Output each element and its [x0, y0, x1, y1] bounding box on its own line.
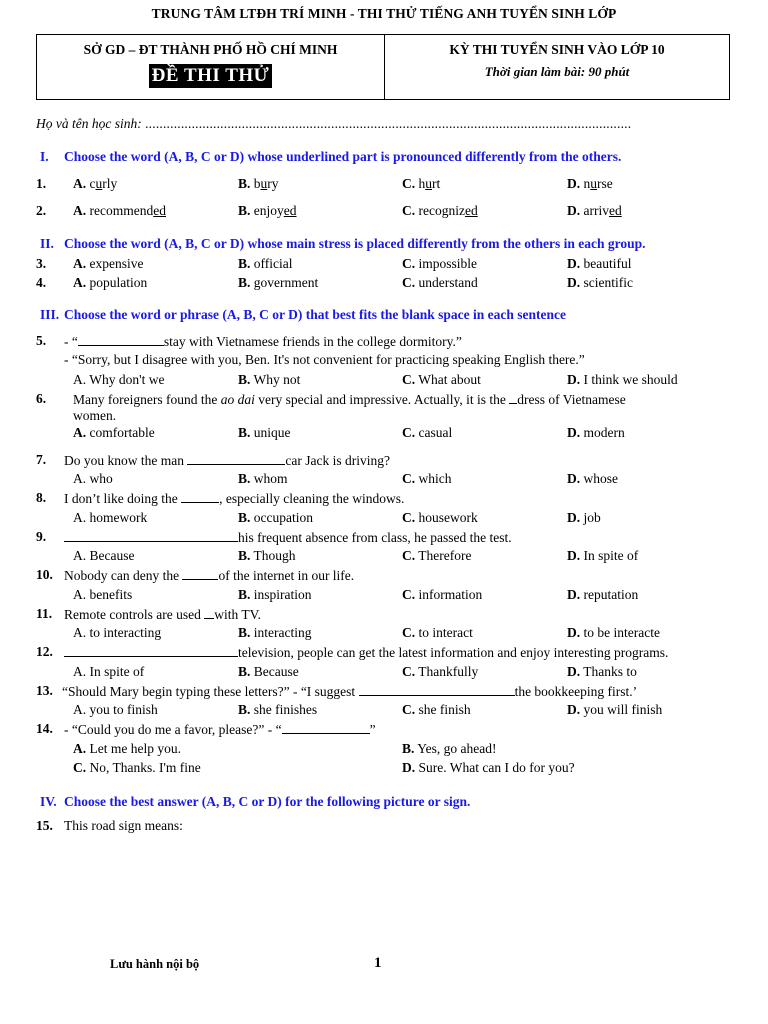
option-a[interactable]: A. homework: [73, 510, 148, 525]
question-text: his frequent absence from class, he passed the test.: [64, 529, 512, 546]
question-14-options-cd: [36, 760, 756, 778]
exam-header-box: [36, 34, 730, 100]
department-name: SỞ GD – ĐT THÀNH PHỐ HỒ CHÍ MINH: [83, 42, 338, 57]
answer-blank[interactable]: [204, 606, 214, 619]
question-text: Many foreigners found the ao dai very special and impressive. Actually, it is the dress of Vietnamese: [73, 392, 626, 407]
question-number: 14.: [36, 721, 53, 736]
question-number: 15.: [36, 818, 53, 833]
question-number: 5.: [36, 333, 47, 348]
question-number: 4.: [36, 275, 47, 290]
question-6-stem: [36, 391, 756, 409]
option-a[interactable]: A. benefits: [73, 587, 133, 602]
question-number: 12.: [36, 644, 53, 659]
section-instruction: Choose the word (A, B, C or D) whose main stress is placed differently from the others in each group.: [64, 236, 646, 251]
option-c[interactable]: C. understand: [402, 275, 478, 290]
option-d[interactable]: D. modern: [567, 425, 625, 440]
option-a[interactable]: A. curly: [73, 176, 118, 191]
option-d[interactable]: D. arrived: [567, 203, 622, 218]
option-c[interactable]: C. recognized: [402, 203, 478, 218]
option-a[interactable]: A. population: [73, 275, 148, 290]
section-instruction: Choose the word or phrase (A, B, C or D) that best fits the blank space in each sentence: [64, 307, 566, 322]
option-c[interactable]: C. housework: [402, 510, 478, 525]
question-text: “Should Mary begin typing these letters?” - “I suggest the bookkeeping first.’: [62, 684, 638, 699]
option-c[interactable]: C. hurt: [402, 176, 441, 191]
question-6-stem-cont: [36, 408, 756, 426]
question-4: [36, 275, 756, 293]
question-number: 3.: [36, 256, 47, 271]
option-c[interactable]: C. to interact: [402, 625, 473, 640]
question-8-options: [36, 510, 756, 528]
question-text: Do you know the man car Jack is driving?: [64, 453, 390, 468]
question-11-options: [36, 625, 756, 643]
option-a[interactable]: A. In spite of: [73, 664, 145, 679]
question-1: [36, 176, 756, 194]
option-b[interactable]: B. she finishes: [238, 702, 318, 717]
question-12-options: [36, 664, 756, 682]
question-5-reply: [36, 352, 756, 370]
section-number: IV.: [40, 794, 57, 809]
option-c[interactable]: C. impossible: [402, 256, 478, 271]
question-10-options: [36, 587, 756, 605]
option-d[interactable]: D. job: [567, 510, 601, 525]
question-text: - “ stay with Vietnamese friends in the college dormitory.”: [64, 334, 462, 349]
option-b[interactable]: B. enjoyed: [238, 203, 297, 218]
question-14-stem: [36, 721, 756, 739]
option-d[interactable]: D. reputation: [567, 587, 639, 602]
question-number: 11.: [36, 606, 53, 621]
option-b[interactable]: B. occupation: [238, 510, 313, 525]
question-text: Nobody can deny the of the internet in our life.: [64, 568, 355, 583]
question-15-stem: [36, 818, 756, 836]
option-d[interactable]: D. beautiful: [567, 256, 632, 271]
question-3: [36, 256, 756, 274]
option-c[interactable]: C. What about: [402, 372, 481, 387]
option-d[interactable]: D. In spite of: [567, 548, 639, 563]
option-b[interactable]: B. unique: [238, 425, 291, 440]
option-d[interactable]: D. Sure. What can I do for you?: [402, 760, 575, 775]
answer-blank[interactable]: [181, 490, 219, 503]
option-b[interactable]: B. Why not: [238, 372, 301, 387]
answer-blank[interactable]: [182, 567, 218, 580]
question-8-stem: [36, 490, 756, 508]
section-3-heading: [40, 307, 566, 323]
option-d[interactable]: D. Thanks to: [567, 664, 637, 679]
student-name-line: [36, 116, 631, 132]
option-c[interactable]: C. No, Thanks. I'm fine: [73, 760, 201, 775]
exam-stamp: ĐỀ THI THỬ: [149, 64, 273, 88]
option-c[interactable]: C. Thankfully: [402, 664, 479, 679]
section-number: III.: [40, 307, 60, 322]
option-c[interactable]: C. she finish: [402, 702, 471, 717]
question-5-stem: [36, 333, 756, 351]
question-number: 9.: [36, 529, 47, 544]
answer-blank[interactable]: [64, 644, 238, 657]
option-b[interactable]: B. inspiration: [238, 587, 312, 602]
question-text: This road sign means:: [64, 818, 183, 833]
question-14-options-ab: [36, 741, 756, 759]
option-b[interactable]: B. interacting: [238, 625, 312, 640]
option-a[interactable]: A. who: [73, 471, 113, 486]
option-d[interactable]: D. you will finish: [567, 702, 663, 717]
section-1-heading: [40, 149, 621, 165]
option-a[interactable]: A. to interacting: [73, 625, 162, 640]
page-number: 1: [374, 955, 382, 971]
option-b[interactable]: B. Because: [238, 664, 299, 679]
option-c[interactable]: C. information: [402, 587, 483, 602]
question-number: 7.: [36, 452, 47, 467]
option-b[interactable]: B. Yes, go ahead!: [402, 741, 497, 756]
option-b[interactable]: B. official: [238, 256, 293, 271]
page-top-title: TRUNG TÂM LTĐH TRÍ MINH - THI THỬ TIẾNG ANH TUYỂN SINH LỚP: [151, 6, 617, 21]
question-7-stem: [36, 452, 756, 470]
option-d[interactable]: D. I think we should: [567, 372, 678, 387]
section-number: II.: [40, 236, 54, 251]
option-a[interactable]: A. Let me help you.: [73, 741, 181, 756]
option-a[interactable]: A. Why don't we: [73, 372, 165, 387]
student-name-field[interactable]: ........................................................................................................................................: [145, 116, 632, 131]
answer-blank[interactable]: [64, 529, 238, 542]
option-d[interactable]: D. to be interacte: [567, 625, 660, 640]
question-text: women.: [73, 408, 117, 423]
header-left-cell: [37, 35, 385, 99]
question-number: 10.: [36, 567, 53, 582]
answer-blank[interactable]: [187, 452, 285, 465]
option-a[interactable]: A. expensive: [73, 256, 144, 271]
section-4-heading: [40, 794, 470, 810]
question-7-options: [36, 471, 756, 489]
option-a[interactable]: A. comfortable: [73, 425, 155, 440]
question-text: television, people can get the latest information and enjoy interesting programs.: [64, 644, 668, 661]
option-a[interactable]: A. recommended: [73, 203, 166, 218]
option-d[interactable]: D. scientific: [567, 275, 633, 290]
option-d[interactable]: D. whose: [567, 471, 618, 486]
answer-blank[interactable]: [78, 333, 164, 346]
answer-blank[interactable]: [359, 683, 515, 696]
option-c[interactable]: C. casual: [402, 425, 453, 440]
question-6-options: [36, 425, 756, 443]
student-name-label: Họ và tên học sinh:: [36, 116, 142, 131]
option-b[interactable]: B. government: [238, 275, 319, 290]
answer-blank[interactable]: [282, 721, 370, 734]
header-right-cell: [385, 35, 729, 99]
question-text: I don’t like doing the , especially cleaning the windows.: [64, 491, 405, 506]
footer-circulation-note: Lưu hành nội bộ: [110, 957, 200, 971]
question-text: - “Could you do me a favor, please?” - “ ”: [64, 722, 376, 737]
section-instruction: Choose the word (A, B, C or D) whose underlined part is pronounced differently from the others.: [64, 149, 622, 164]
question-number: 6.: [36, 391, 47, 406]
section-instruction: Choose the best answer (A, B, C or D) for the following picture or sign.: [64, 794, 471, 809]
option-a[interactable]: A. you to finish: [73, 702, 158, 717]
option-b[interactable]: B. bury: [238, 176, 279, 191]
option-c[interactable]: C. Therefore: [402, 548, 472, 563]
option-b[interactable]: B. Though: [238, 548, 296, 563]
exam-title: KỲ THI TUYỂN SINH VÀO LỚP 10: [449, 42, 665, 57]
exam-duration: Thời gian làm bài: 90 phút: [484, 64, 630, 79]
question-number: 8.: [36, 490, 47, 505]
question-10-stem: [36, 567, 756, 585]
option-d[interactable]: D. nurse: [567, 176, 613, 191]
question-number: 1.: [36, 176, 47, 191]
question-9-options: [36, 548, 756, 566]
section-2-heading: [40, 236, 645, 252]
question-text: - “Sorry, but I disagree with you, Ben. It's not convenient for practicing speaking English there.”: [64, 352, 585, 367]
question-number: 2.: [36, 203, 47, 218]
question-9-stem: [36, 529, 756, 547]
question-11-stem: [36, 606, 756, 624]
option-c[interactable]: C. which: [402, 471, 452, 486]
question-13-options: [36, 702, 756, 720]
option-a[interactable]: A. Because: [73, 548, 135, 563]
question-number: 13.: [36, 683, 53, 698]
question-2: [36, 203, 756, 221]
question-5-options: [36, 372, 756, 390]
question-12-stem: [36, 644, 756, 662]
section-number: I.: [40, 149, 49, 164]
question-text: Remote controls are used with TV.: [64, 607, 261, 622]
option-b[interactable]: B. whom: [238, 471, 288, 486]
question-13-stem: [36, 683, 756, 701]
